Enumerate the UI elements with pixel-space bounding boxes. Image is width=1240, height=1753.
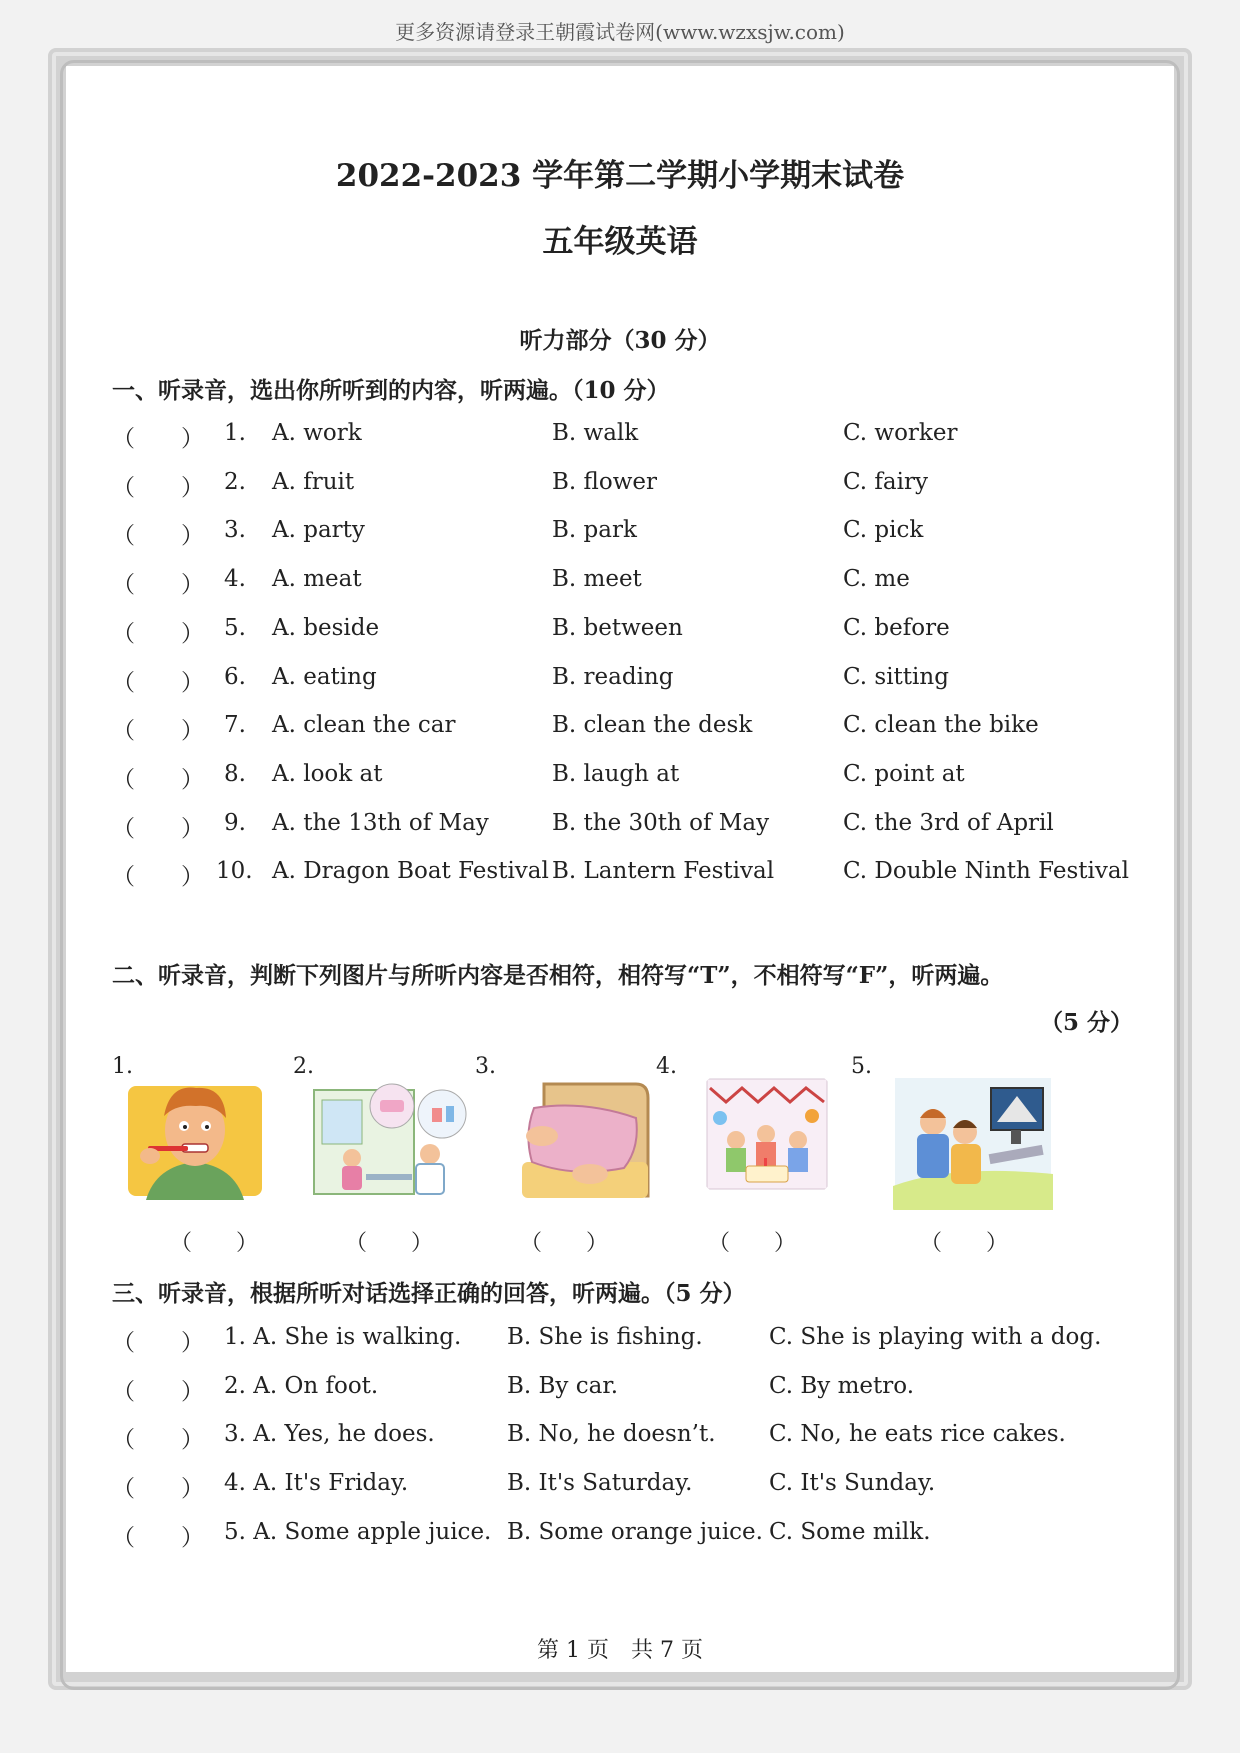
option-a: A. beside	[272, 614, 380, 641]
section3-heading: 三、听录音，根据所听对话选择正确的回答，听两遍。（5 分）	[112, 1280, 746, 1307]
answer-bracket[interactable]: （ ）	[112, 1378, 204, 1405]
option-a: A. look at	[272, 760, 383, 787]
option-b: B. flower	[552, 468, 658, 495]
header-note: 更多资源请登录王朝霞试卷网(www.wzxsjw.com)	[395, 20, 845, 44]
item-number: 9.	[224, 809, 246, 836]
option-a: 4. A. It's Friday.	[224, 1470, 409, 1497]
option-b: B. reading	[552, 663, 674, 690]
option-b: B. laugh at	[552, 760, 680, 787]
answer-bracket[interactable]: （ ）	[112, 815, 204, 842]
section2-heading: 二、听录音，判断下列图片与所听内容是否相符，相符写“T”，不相符写“F”，听两遍。	[112, 962, 1004, 989]
option-c: C. worker	[843, 420, 958, 446]
option-c: C. Some milk.	[769, 1518, 931, 1545]
answer-bracket[interactable]: （ ）	[112, 718, 204, 745]
option-a: 2. A. On foot.	[224, 1372, 379, 1399]
section3-item	[0, 1421, 1240, 1455]
section1-item	[0, 420, 1240, 454]
birthday-party-icon	[706, 1078, 828, 1190]
option-b: B. She is fishing.	[507, 1324, 703, 1350]
item-number: 2.	[224, 468, 246, 495]
item-number: 6.	[224, 663, 246, 690]
option-c: C. She is playing with a dog.	[769, 1324, 1102, 1350]
answer-bracket[interactable]: （ ）	[112, 474, 204, 501]
picture-2-answer-bracket[interactable]: （ ）	[345, 1231, 434, 1256]
answer-bracket[interactable]: （ ）	[112, 1524, 204, 1551]
section3-item	[0, 1373, 1240, 1407]
boy-brushing-teeth-icon	[126, 1074, 264, 1200]
answer-bracket[interactable]: （ ）	[112, 620, 204, 647]
option-a: A. Dragon Boat Festival	[272, 858, 549, 885]
item-number: 1.	[224, 420, 246, 446]
option-a: 5. A. Some apple juice.	[224, 1518, 492, 1545]
section1-item	[0, 664, 1240, 698]
option-c: C. Double Ninth Festival	[843, 858, 1129, 885]
section3-item	[0, 1470, 1240, 1504]
option-a: A. clean the car	[272, 712, 456, 739]
option-c: C. fairy	[843, 468, 928, 495]
picture-1-answer-bracket[interactable]: （ ）	[170, 1231, 259, 1256]
answer-bracket[interactable]: （ ）	[112, 426, 204, 452]
section1-item	[0, 615, 1240, 649]
option-a: A. the 13th of May	[272, 809, 489, 836]
item-number: 4.	[224, 566, 246, 593]
section1-item	[0, 566, 1240, 600]
section1-item	[0, 517, 1240, 551]
option-c: C. clean the bike	[843, 712, 1039, 739]
item-number: 10.	[216, 858, 253, 885]
section1-item	[0, 858, 1240, 892]
answer-bracket[interactable]: （ ）	[112, 572, 204, 599]
option-b: B. No, he doesn’t.	[507, 1421, 716, 1448]
section3-item	[0, 1324, 1240, 1358]
option-b: B. between	[552, 614, 683, 641]
answer-bracket[interactable]: （ ）	[112, 864, 204, 891]
option-c: C. sitting	[843, 663, 949, 690]
option-c: C. me	[843, 566, 910, 593]
section1-item	[0, 712, 1240, 746]
option-c: C. By metro.	[769, 1372, 915, 1399]
picture-4-number: 4.	[656, 1054, 677, 1079]
option-c: C. the 3rd of April	[843, 809, 1054, 836]
answer-bracket[interactable]: （ ）	[112, 523, 204, 550]
exam-title: 2022-2023 学年第二学期小学期末试卷	[335, 158, 905, 194]
answer-bracket[interactable]: （ ）	[112, 766, 204, 793]
item-number: 8.	[224, 760, 246, 787]
option-a: 3. A. Yes, he does.	[224, 1421, 435, 1448]
picture-3-number: 3.	[475, 1054, 496, 1079]
doctor-visit-icon	[312, 1080, 472, 1198]
option-b: B. the 30th of May	[552, 809, 770, 836]
section3-item	[0, 1519, 1240, 1553]
kids-computer-icon	[893, 1074, 1055, 1214]
making-bed-icon	[514, 1078, 652, 1202]
section2-score: （5 分）	[1040, 1009, 1134, 1036]
option-b: B. Some orange juice.	[507, 1518, 763, 1545]
listening-header: 听力部分（30 分）	[519, 327, 721, 354]
picture-5-answer-bracket[interactable]: （ ）	[920, 1231, 1009, 1256]
section1-item	[0, 810, 1240, 844]
picture-5-number: 5.	[851, 1054, 872, 1079]
item-number: 5.	[224, 614, 246, 641]
option-b: B. It's Saturday.	[507, 1470, 693, 1497]
section1-item	[0, 469, 1240, 503]
option-a: A. meat	[272, 566, 362, 593]
option-a: A. fruit	[272, 468, 355, 495]
item-number: 3.	[224, 517, 246, 544]
option-a: A. work	[272, 420, 362, 446]
answer-bracket[interactable]: （ ）	[112, 1427, 204, 1454]
answer-bracket[interactable]: （ ）	[112, 669, 204, 696]
picture-3-answer-bracket[interactable]: （ ）	[520, 1231, 609, 1256]
page-footer: 第 1 页 共 7 页	[537, 1638, 703, 1663]
option-c: C. point at	[843, 760, 965, 787]
option-c: C. before	[843, 614, 950, 641]
item-number: 7.	[224, 712, 246, 739]
picture-4-answer-bracket[interactable]: （ ）	[708, 1231, 797, 1256]
option-a: 1. A. She is walking.	[224, 1324, 462, 1350]
option-b: B. park	[552, 517, 637, 544]
picture-1-number: 1.	[112, 1054, 133, 1079]
option-b: B. By car.	[507, 1372, 619, 1399]
option-a: A. party	[272, 517, 365, 544]
answer-bracket[interactable]: （ ）	[112, 1476, 204, 1503]
option-b: B. clean the desk	[552, 712, 753, 739]
option-b: B. walk	[552, 420, 639, 446]
picture-2-number: 2.	[293, 1054, 314, 1079]
option-b: B. meet	[552, 566, 642, 593]
section1-item	[0, 761, 1240, 795]
exam-subtitle: 五年级英语	[542, 224, 698, 260]
option-a: A. eating	[272, 663, 377, 690]
answer-bracket[interactable]: （ ）	[112, 1330, 204, 1356]
option-c: C. It's Sunday.	[769, 1470, 936, 1497]
option-c: C. No, he eats rice cakes.	[769, 1421, 1066, 1448]
option-b: B. Lantern Festival	[552, 858, 775, 885]
section1-heading: 一、听录音，选出你所听到的内容，听两遍。（10 分）	[112, 377, 670, 404]
option-c: C. pick	[843, 517, 924, 544]
